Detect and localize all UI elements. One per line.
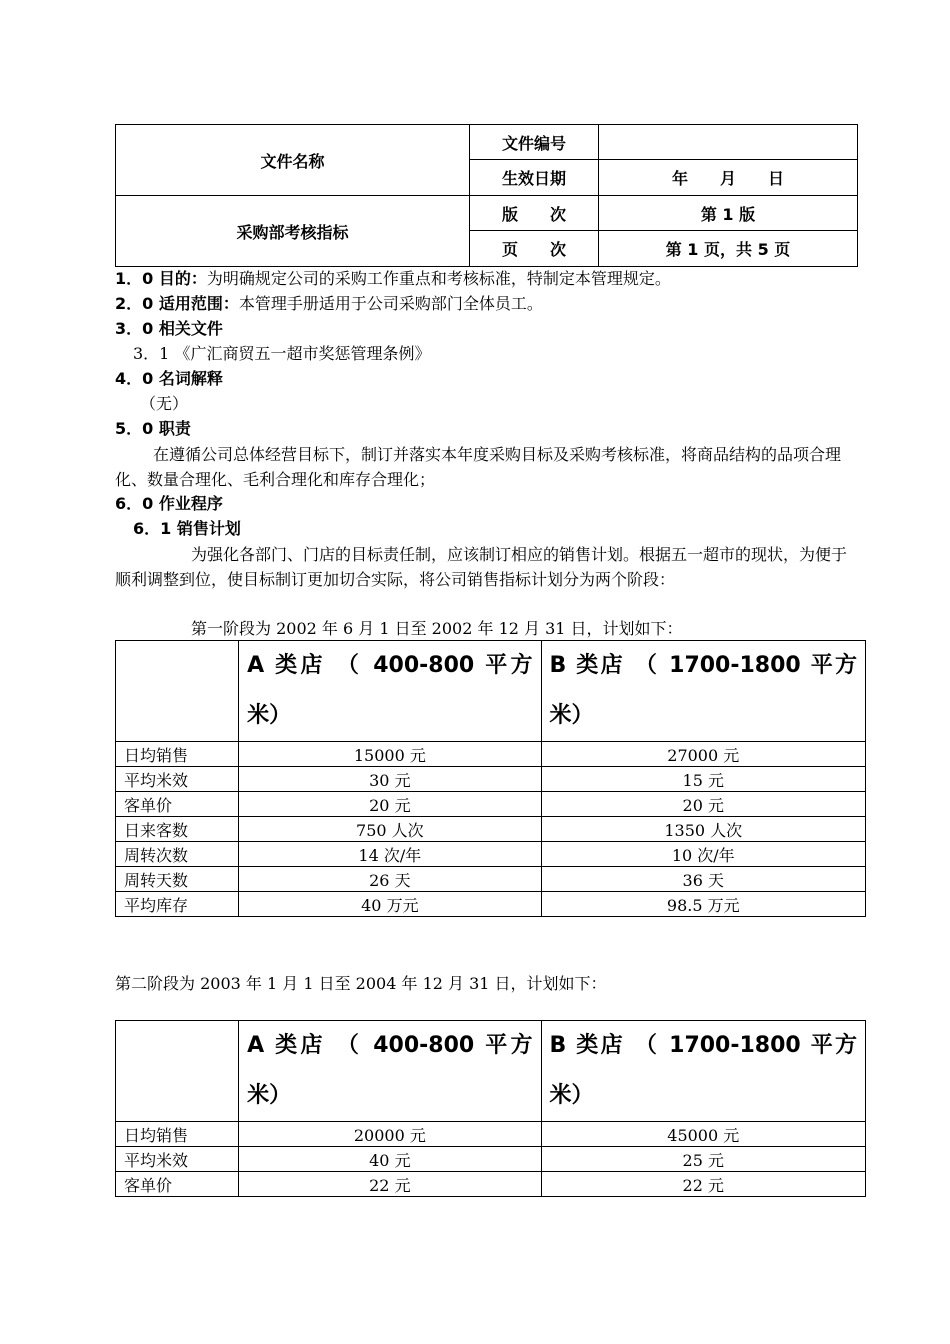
column-header-b: B 类店 （ 1700-1800 平方米） — [541, 1021, 865, 1122]
value-b: 27000 元 — [541, 742, 865, 767]
sales-plan-text: 为强化各部门、门店的目标责任制，应该制订相应的销售计划。根据五一超市的现状，为便于顺利调整到位，使目标制订更加切合实际，将公司销售指标计划分为两个阶段： — [115, 545, 848, 589]
row-label: 日均销售 — [116, 742, 239, 767]
section-duty-heading: 5．0 职责 — [115, 419, 191, 438]
table-corner-cell — [116, 1021, 239, 1122]
phase1-intro: 第一阶段为 2002 年 6 月 1 日至 2002 年 12 月 31 日，计划如下： — [191, 619, 683, 638]
value-a: 26 天 — [239, 867, 541, 892]
document-header-table — [115, 124, 858, 267]
section-terms-text: （无） — [140, 394, 189, 413]
section-purpose-heading: 1．0 目的： — [115, 269, 207, 288]
effective-date-value: 年 月 日 — [599, 160, 858, 196]
table-row — [116, 867, 866, 892]
value-b: 45000 元 — [541, 1122, 865, 1147]
table-row — [116, 1172, 866, 1197]
value-a: 15000 元 — [239, 742, 541, 767]
version-value: 第 1 版 — [599, 196, 858, 231]
row-label: 日均销售 — [116, 1122, 239, 1147]
table-row — [116, 767, 866, 792]
value-a: 20000 元 — [239, 1122, 541, 1147]
section-duty-text: 在遵循公司总体经营目标下，制订并落实本年度采购目标及采购考核标准，将商品结构的品项合理化、数量合理化、毛利合理化和库存合理化； — [115, 445, 842, 489]
table-row — [116, 1147, 866, 1172]
page-value: 第 1 页，共 5 页 — [599, 231, 858, 267]
section-terms-heading: 4．0 名词解释 — [115, 369, 223, 388]
section-scope — [115, 292, 543, 316]
effective-date-label: 生效日期 — [470, 160, 599, 196]
value-b: 15 元 — [541, 767, 865, 792]
section-procedure-heading: 6．0 作业程序 — [115, 494, 223, 513]
phase2-intro: 第二阶段为 2003 年 1 月 1 日至 2004 年 12 月 31 日，计划如下： — [115, 974, 607, 993]
value-b: 10 次/年 — [541, 842, 865, 867]
row-label: 周转次数 — [116, 842, 239, 867]
value-a: 22 元 — [239, 1172, 541, 1197]
value-b: 22 元 — [541, 1172, 865, 1197]
row-label: 客单价 — [116, 792, 239, 817]
column-header-a: A 类店 （ 400-800 平方米） — [239, 641, 541, 742]
phase2-kpi-table — [115, 1020, 866, 1197]
value-b: 98.5 万元 — [541, 892, 865, 917]
file-no-value — [599, 125, 858, 160]
section-purpose-text: 为明确规定公司的采购工作重点和考核标准，特制定本管理规定。 — [206, 269, 671, 288]
row-label: 客单价 — [116, 1172, 239, 1197]
value-a: 40 万元 — [239, 892, 541, 917]
section-related-heading: 3．0 相关文件 — [115, 319, 223, 338]
page-label: 页 次 — [470, 231, 599, 267]
section-purpose — [115, 267, 671, 291]
document-title: 采购部考核指标 — [116, 196, 470, 267]
column-header-b: B 类店 （ 1700-1800 平方米） — [541, 641, 865, 742]
value-b: 25 元 — [541, 1147, 865, 1172]
phase1-kpi-table — [115, 640, 866, 917]
related-document-item: 3．1 《广汇商贸五一超市奖惩管理条例》 — [133, 344, 431, 363]
value-a: 750 人次 — [239, 817, 541, 842]
value-a: 30 元 — [239, 767, 541, 792]
row-label: 平均米效 — [116, 767, 239, 792]
column-header-a: A 类店 （ 400-800 平方米） — [239, 1021, 541, 1122]
value-b: 36 天 — [541, 867, 865, 892]
table-row — [116, 792, 866, 817]
row-label: 平均米效 — [116, 1147, 239, 1172]
subsection-sales-plan-heading: 6．1 销售计划 — [133, 519, 241, 538]
row-label: 平均库存 — [116, 892, 239, 917]
row-label: 日来客数 — [116, 817, 239, 842]
value-b: 1350 人次 — [541, 817, 865, 842]
file-name-label: 文件名称 — [116, 125, 470, 196]
file-no-label: 文件编号 — [470, 125, 599, 160]
table-row — [116, 892, 866, 917]
section-scope-text: 本管理手册适用于公司采购部门全体员工。 — [238, 294, 543, 313]
table-row — [116, 1122, 866, 1147]
table-row — [116, 817, 866, 842]
value-a: 40 元 — [239, 1147, 541, 1172]
table-row — [116, 842, 866, 867]
value-a: 20 元 — [239, 792, 541, 817]
row-label: 周转天数 — [116, 867, 239, 892]
version-label: 版 次 — [470, 196, 599, 231]
section-scope-heading: 2．0 适用范围： — [115, 294, 239, 313]
value-a: 14 次/年 — [239, 842, 541, 867]
value-b: 20 元 — [541, 792, 865, 817]
table-row — [116, 742, 866, 767]
table-corner-cell — [116, 641, 239, 742]
